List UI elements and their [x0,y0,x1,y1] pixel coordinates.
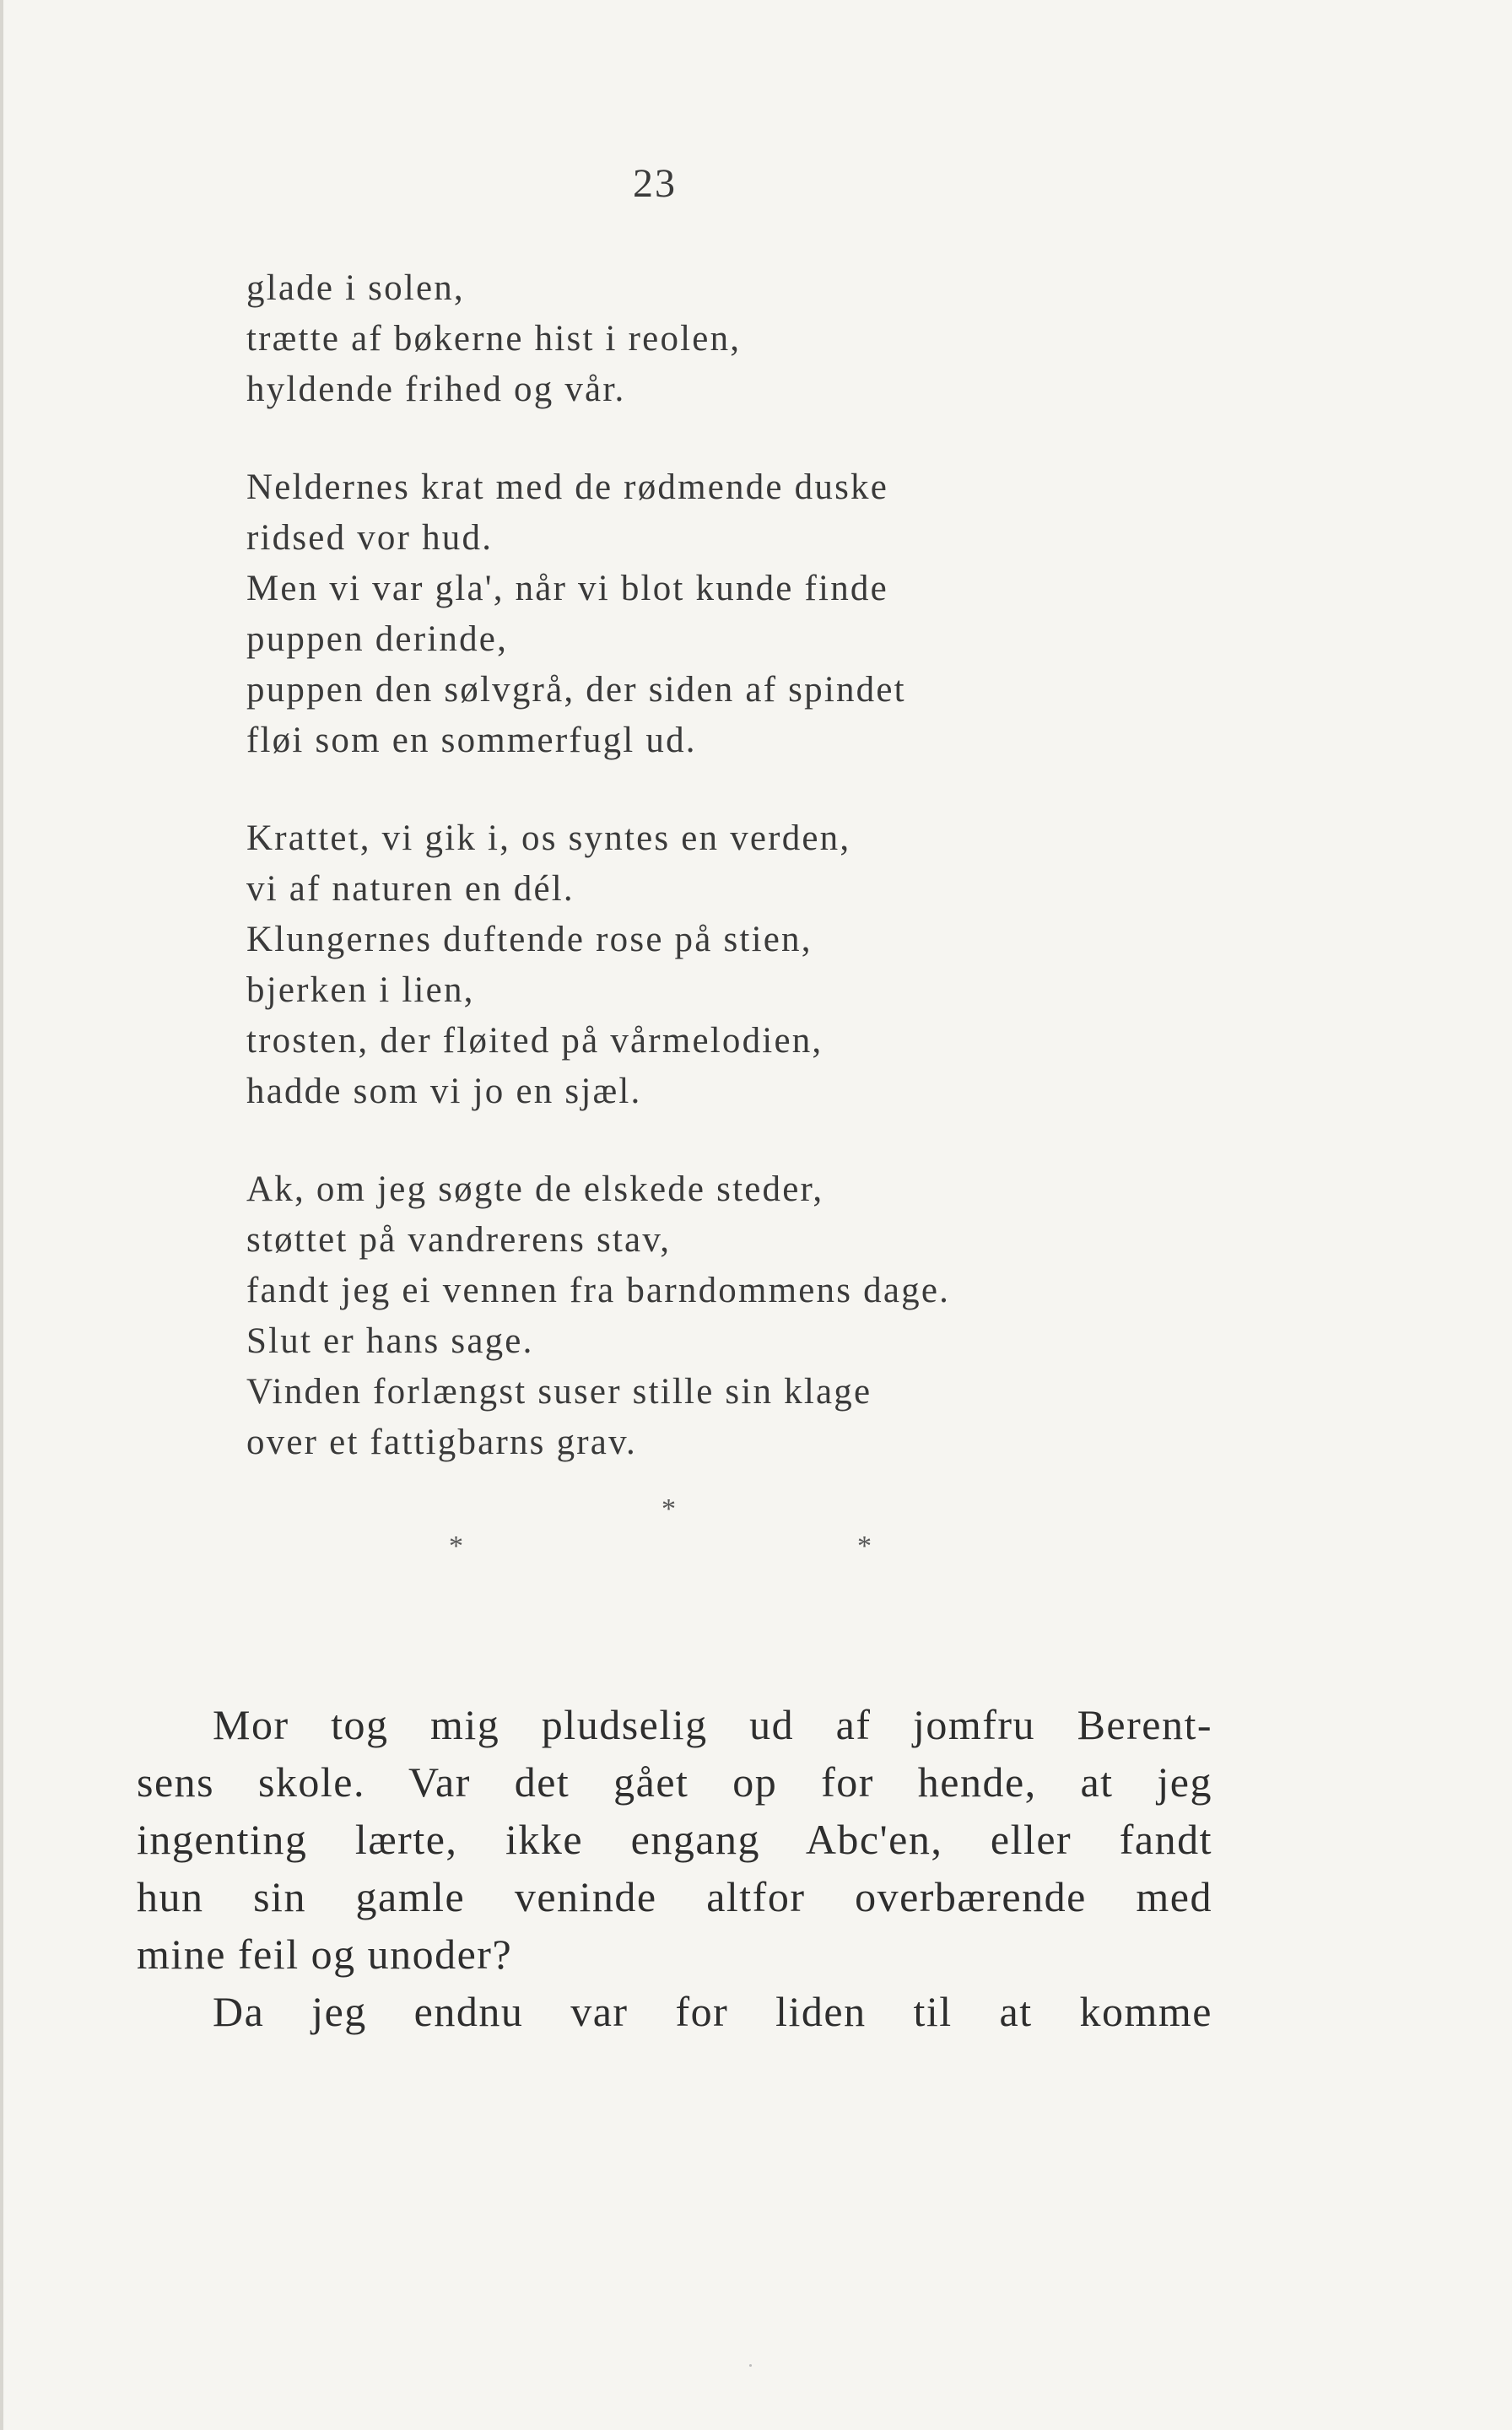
verse-line: puppen derinde, [246,619,509,659]
verse-line: Krattet, vi gik i, os syntes en verden, [246,818,851,858]
verse-line: støttet på vandrerens stav, [246,1220,672,1260]
stanza-4 [246,1164,1343,1468]
verse-line: glade i solen, [246,268,465,308]
prose-line: Mor tog mig pludselig ud af jomfru Berent- [213,1701,1212,1748]
prose-line: ingenting lærte, ikke engang Abc'en, eller fandt [137,1816,1212,1863]
verse-line: Ak, om jeg søgte de elskede steder, [246,1169,824,1209]
paragraph-1 [137,1696,1212,1983]
prose-line: Da jeg endnu var for liden til at komme [213,1988,1212,2035]
asterisk: * [449,1531,463,1562]
verse-line: bjerken i lien, [246,970,475,1010]
scan-speck [749,2364,752,2367]
poem [246,263,1343,1515]
verse-line: fandt jeg ei vennen fra barndommens dage. [246,1271,951,1310]
verse-line: over et fattigbarns grav. [246,1423,637,1462]
stanza-3 [246,813,1343,1117]
verse-line: Vinden forlængst suser stille sin klage [246,1372,872,1412]
verse-line: puppen den sølvgrå, der siden af spindet [246,670,906,710]
prose-line: mine feil og unoder? [137,1930,513,1978]
verse-line: ridsed vor hud. [246,518,494,558]
prose-line: sens skole. Var det gået op for hende, at jeg [137,1758,1212,1806]
verse-line: fløi som en sommerfugl ud. [246,721,697,760]
verse-line: Neldernes krat med de rødmende duske [246,467,888,507]
prose-line: hun sin gamle veninde altfor overbærende med [137,1873,1212,1920]
page-edge [0,0,3,2430]
verse-line: Klungernes duftende rose på stien, [246,920,813,959]
verse-line: vi af naturen en dél. [246,869,575,909]
prose-text [137,1696,1212,2040]
section-break-asterism [0,1493,1512,1569]
verse-line: hyldende frihed og vår. [246,370,626,409]
verse-line: Men vi var gla', når vi blot kunde finde [246,569,888,608]
asterisk: * [662,1493,676,1525]
verse-line: trosten, der fløited på vårmelodien, [246,1021,824,1061]
asterisk: * [857,1531,872,1562]
verse-line: trætte af bøkerne hist i reolen, [246,319,742,359]
paragraph-2 [137,1983,1212,2040]
stanza-1 [246,263,1343,415]
page-number: 23 [633,161,677,206]
stanza-2 [246,462,1343,766]
verse-line: hadde som vi jo en sjæl. [246,1072,642,1111]
verse-line: Slut er hans sage. [246,1321,534,1361]
